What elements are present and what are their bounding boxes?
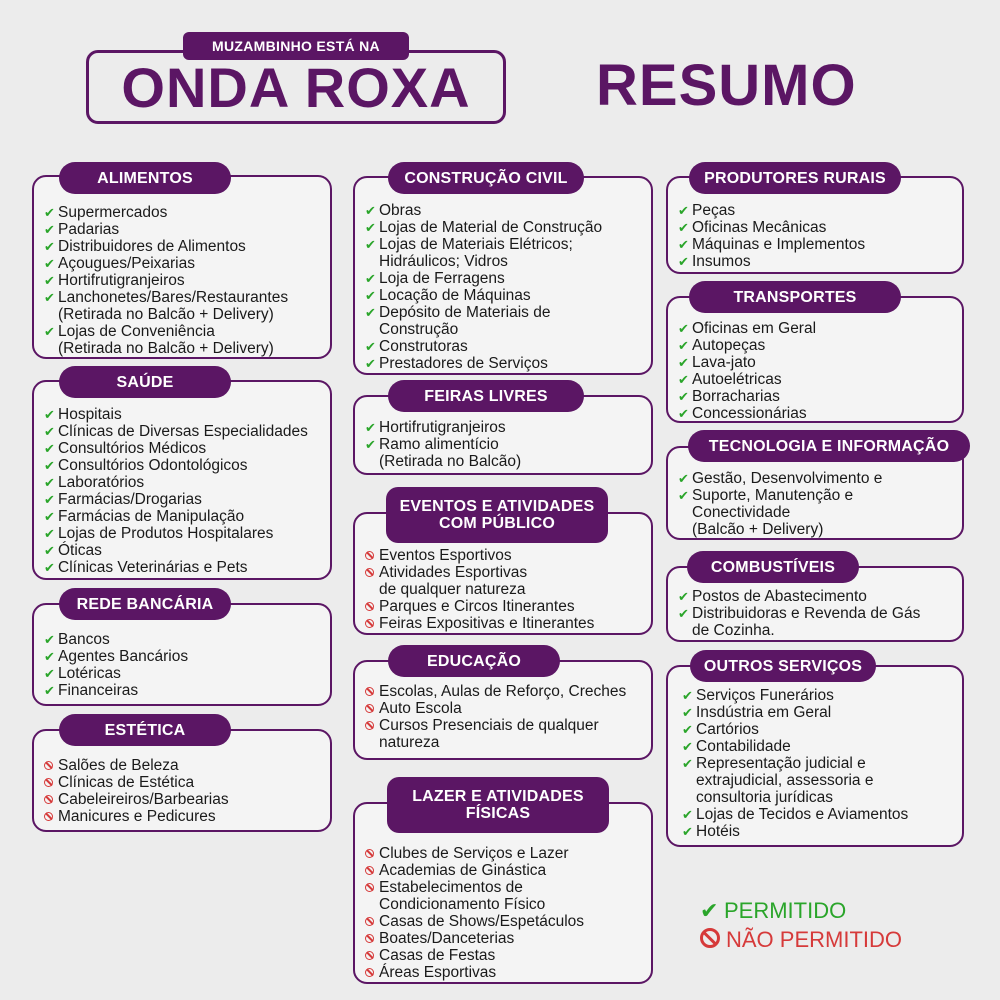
check-icon: ✔ xyxy=(44,632,55,647)
section-title-produtores-rurais: PRODUTORES RURAIS xyxy=(689,162,901,194)
list-item xyxy=(365,202,641,219)
section-construcao-civil xyxy=(353,176,653,375)
list-item-label: Lanchonetes/Bares/Restaurantes (Retirada no Balcão + Delivery) xyxy=(58,289,289,323)
list-item xyxy=(678,354,952,371)
list-item-label: Suporte, Manutenção e Conectividade (Balcão + Delivery) xyxy=(692,487,854,538)
check-icon: ✔ xyxy=(44,683,55,698)
check-icon: ✔ xyxy=(678,355,689,370)
forbidden-icon xyxy=(365,866,374,875)
list-item xyxy=(44,808,320,825)
list-item-label: Eventos Esportivos xyxy=(379,547,512,564)
list-item xyxy=(365,964,641,981)
list-item xyxy=(365,236,641,270)
check-icon: ✔ xyxy=(678,372,689,387)
list-item xyxy=(365,845,641,862)
check-icon: ✔ xyxy=(678,589,689,604)
check-icon: ✔ xyxy=(44,222,55,237)
section-title-saude: SAÚDE xyxy=(59,366,231,398)
list-item xyxy=(365,947,641,964)
list-item-label: Clínicas de Diversas Especialidades xyxy=(58,423,308,440)
list-item xyxy=(44,406,320,423)
forbidden-icon xyxy=(365,619,374,628)
check-icon: ✔ xyxy=(44,441,55,456)
forbidden-icon xyxy=(365,568,374,577)
list-item-label: Consultórios Médicos xyxy=(58,440,207,457)
forbidden-icon xyxy=(365,917,374,926)
check-icon: ✔ xyxy=(682,824,693,839)
list-item-label: Locação de Máquinas xyxy=(379,287,531,304)
list-item-label: Postos de Abastecimento xyxy=(692,588,867,605)
section-title-estetica: ESTÉTICA xyxy=(59,714,231,746)
list-item-label: Lava-jato xyxy=(692,354,756,371)
list-item xyxy=(44,665,320,682)
list-item-label: Casas de Shows/Espetáculos xyxy=(379,913,585,930)
list-item-label: Feiras Expositivas e Itinerantes xyxy=(379,615,595,632)
list-item xyxy=(678,588,952,605)
list-item xyxy=(678,487,952,538)
check-icon: ✔ xyxy=(44,239,55,254)
list-item xyxy=(678,605,952,639)
list-item-label: Lojas de Conveniência (Retirada no Balcão + Delivery) xyxy=(58,323,274,357)
check-icon: ✔ xyxy=(44,560,55,575)
list-item-label: Açougues/Peixarias xyxy=(58,255,195,272)
list-item-label: Serviços Funerários xyxy=(696,687,834,704)
list-item-label: Salões de Beleza xyxy=(58,757,179,774)
item-list xyxy=(44,406,320,576)
list-item xyxy=(44,631,320,648)
list-item xyxy=(44,648,320,665)
check-icon: ✔ xyxy=(44,407,55,422)
list-item-label: Auto Escola xyxy=(379,700,462,717)
list-item-label: Clínicas Veterinárias e Pets xyxy=(58,559,248,576)
list-item xyxy=(682,823,952,840)
check-icon: ✔ xyxy=(700,898,719,923)
check-icon: ✔ xyxy=(682,739,693,754)
list-item-label: Hortifrutigranjeiros xyxy=(58,272,185,289)
list-item xyxy=(44,323,320,357)
check-icon: ✔ xyxy=(44,649,55,664)
list-item xyxy=(44,272,320,289)
list-item xyxy=(678,405,952,422)
check-icon: ✔ xyxy=(44,324,55,339)
forbidden-icon xyxy=(365,721,374,730)
check-icon: ✔ xyxy=(44,666,55,681)
list-item xyxy=(682,721,952,738)
list-item xyxy=(682,755,952,806)
forbidden-icon xyxy=(365,704,374,713)
list-item-label: Cursos Presenciais de qualquer natureza xyxy=(379,717,599,751)
list-item-label: Casas de Festas xyxy=(379,947,496,964)
list-item xyxy=(44,774,320,791)
list-item xyxy=(44,423,320,440)
check-icon: ✔ xyxy=(44,458,55,473)
section-title-alimentos: ALIMENTOS xyxy=(59,162,231,194)
check-icon: ✔ xyxy=(365,203,376,218)
check-icon: ✔ xyxy=(682,705,693,720)
list-item-label: Lojas de Material de Construção xyxy=(379,219,603,236)
list-item-label: Financeiras xyxy=(58,682,139,699)
list-item xyxy=(44,457,320,474)
list-item xyxy=(682,738,952,755)
check-icon: ✔ xyxy=(365,356,376,371)
list-item xyxy=(682,704,952,721)
list-item-label: Áreas Esportivas xyxy=(379,964,497,981)
check-icon: ✔ xyxy=(678,220,689,235)
list-item xyxy=(365,304,641,338)
list-item-label: Estabelecimentos de Condicionamento Físico xyxy=(379,879,546,913)
list-item xyxy=(44,757,320,774)
check-icon: ✔ xyxy=(682,756,693,771)
list-item-label: Obras xyxy=(379,202,422,219)
item-list xyxy=(44,757,320,825)
list-item-label: Autoelétricas xyxy=(692,371,782,388)
list-item xyxy=(678,253,952,270)
list-item xyxy=(44,255,320,272)
forbidden-icon xyxy=(365,687,374,696)
list-item xyxy=(678,219,952,236)
list-item-label: Peças xyxy=(692,202,736,219)
list-item xyxy=(365,355,641,372)
list-item-label: Máquinas e Implementos xyxy=(692,236,866,253)
section-title-rede-bancaria: REDE BANCÁRIA xyxy=(59,588,231,620)
check-icon: ✔ xyxy=(44,475,55,490)
list-item-label: Oficinas Mecânicas xyxy=(692,219,827,236)
list-item-label: Autopeças xyxy=(692,337,766,354)
list-item-label: Hotéis xyxy=(696,823,740,840)
check-icon: ✔ xyxy=(44,492,55,507)
list-item-label: Contabilidade xyxy=(696,738,791,755)
list-item-label: Distribuidores de Alimentos xyxy=(58,238,246,255)
legend-permitido xyxy=(700,898,846,924)
list-item xyxy=(365,419,641,436)
list-item xyxy=(365,436,641,470)
check-icon: ✔ xyxy=(365,271,376,286)
list-item-label: Hospitais xyxy=(58,406,122,423)
check-icon: ✔ xyxy=(678,254,689,269)
check-icon: ✔ xyxy=(678,389,689,404)
item-list xyxy=(678,588,952,639)
check-icon: ✔ xyxy=(678,338,689,353)
item-list xyxy=(678,470,952,538)
check-icon: ✔ xyxy=(682,688,693,703)
check-icon: ✔ xyxy=(44,424,55,439)
list-item-label: Lotéricas xyxy=(58,665,121,682)
list-item-label: Distribuidoras e Revenda de Gás de Cozinha. xyxy=(692,605,921,639)
legend-nao-permitido xyxy=(700,927,902,953)
list-item xyxy=(365,270,641,287)
list-item xyxy=(678,320,952,337)
section-title-lazer: LAZER E ATIVIDADES FÍSICAS xyxy=(387,777,609,833)
list-item-label: Lojas de Materiais Elétricos; Hidráulicos; Vidros xyxy=(379,236,573,270)
list-item xyxy=(44,289,320,323)
list-item xyxy=(44,491,320,508)
check-icon: ✔ xyxy=(365,420,376,435)
check-icon: ✔ xyxy=(365,288,376,303)
list-item-label: Laboratórios xyxy=(58,474,145,491)
list-item-label: Bancos xyxy=(58,631,110,648)
list-item-label: Manicures e Pedicures xyxy=(58,808,216,825)
list-item xyxy=(44,559,320,576)
section-title-feiras-livres: FEIRAS LIVRES xyxy=(388,380,584,412)
check-icon: ✔ xyxy=(678,203,689,218)
check-icon: ✔ xyxy=(44,526,55,541)
list-item xyxy=(365,913,641,930)
list-item-label: Ramo alimentício (Retirada no Balcão) xyxy=(379,436,522,470)
list-item-label: Cabeleireiros/Barbearias xyxy=(58,791,229,808)
check-icon: ✔ xyxy=(678,606,689,621)
section-transportes xyxy=(666,296,964,423)
list-item xyxy=(365,338,641,355)
list-item-label: Óticas xyxy=(58,542,102,559)
item-list xyxy=(678,202,952,270)
item-list xyxy=(44,204,320,357)
forbidden-icon xyxy=(700,928,720,948)
check-icon: ✔ xyxy=(678,237,689,252)
check-icon: ✔ xyxy=(678,471,689,486)
list-item xyxy=(678,236,952,253)
list-item-label: Farmácias/Drogarias xyxy=(58,491,202,508)
list-item xyxy=(44,474,320,491)
check-icon: ✔ xyxy=(44,543,55,558)
legend-nao-permitido-label: NÃO PERMITIDO xyxy=(726,927,903,952)
list-item-label: Borracharias xyxy=(692,388,780,405)
item-list xyxy=(365,683,641,751)
item-list xyxy=(365,547,641,632)
list-item-label: Farmácias de Manipulação xyxy=(58,508,245,525)
legend-permitido-label: PERMITIDO xyxy=(724,898,847,923)
title-tag: MUZAMBINHO ESTÁ NA xyxy=(183,32,409,60)
list-item xyxy=(365,615,641,632)
check-icon: ✔ xyxy=(678,488,689,503)
forbidden-icon xyxy=(44,812,53,821)
list-item xyxy=(365,287,641,304)
check-icon: ✔ xyxy=(44,256,55,271)
section-title-construcao-civil: CONSTRUÇÃO CIVIL xyxy=(388,162,584,194)
forbidden-icon xyxy=(44,795,53,804)
list-item xyxy=(682,806,952,823)
list-item-label: Agentes Bancários xyxy=(58,648,189,665)
forbidden-icon xyxy=(365,551,374,560)
check-icon: ✔ xyxy=(365,220,376,235)
check-icon: ✔ xyxy=(678,406,689,421)
list-item-label: Oficinas em Geral xyxy=(692,320,817,337)
list-item-label: Escolas, Aulas de Reforço, Creches xyxy=(379,683,627,700)
list-item-label: Hortifrutigranjeiros xyxy=(379,419,506,436)
forbidden-icon xyxy=(365,883,374,892)
list-item xyxy=(44,238,320,255)
list-item xyxy=(365,700,641,717)
forbidden-icon xyxy=(44,778,53,787)
section-title-combustiveis: COMBUSTÍVEIS xyxy=(687,551,859,583)
list-item-label: Padarias xyxy=(58,221,120,238)
list-item xyxy=(365,219,641,236)
list-item xyxy=(678,337,952,354)
check-icon: ✔ xyxy=(365,305,376,320)
section-title-eventos: EVENTOS E ATIVIDADES COM PÚBLICO xyxy=(386,487,608,543)
check-icon: ✔ xyxy=(44,290,55,305)
list-item-label: Concessionárias xyxy=(692,405,807,422)
check-icon: ✔ xyxy=(44,205,55,220)
list-item-label: Insdústria em Geral xyxy=(696,704,832,721)
list-item-label: Lojas de Produtos Hospitalares xyxy=(58,525,274,542)
check-icon: ✔ xyxy=(365,237,376,252)
list-item xyxy=(365,862,641,879)
list-item xyxy=(44,525,320,542)
list-item-label: Consultórios Odontológicos xyxy=(58,457,248,474)
list-item xyxy=(44,682,320,699)
check-icon: ✔ xyxy=(365,437,376,452)
list-item-label: Lojas de Tecidos e Aviamentos xyxy=(696,806,909,823)
list-item-label: Atividades Esportivas de qualquer natureza xyxy=(379,564,528,598)
list-item-label: Prestadores de Serviços xyxy=(379,355,548,372)
list-item xyxy=(44,542,320,559)
section-title-tecnologia: TECNOLOGIA E INFORMAÇÃO xyxy=(688,430,970,462)
list-item xyxy=(682,687,952,704)
list-item xyxy=(365,598,641,615)
list-item-label: Clubes de Serviços e Lazer xyxy=(379,845,569,862)
forbidden-icon xyxy=(365,934,374,943)
forbidden-icon xyxy=(44,761,53,770)
list-item xyxy=(678,388,952,405)
check-icon: ✔ xyxy=(678,321,689,336)
list-item xyxy=(365,879,641,913)
list-item-label: Depósito de Materiais de Construção xyxy=(379,304,551,338)
check-icon: ✔ xyxy=(44,273,55,288)
item-list xyxy=(365,845,641,981)
list-item-label: Loja de Ferragens xyxy=(379,270,505,287)
list-item-label: Parques e Circos Itinerantes xyxy=(379,598,575,615)
list-item xyxy=(678,470,952,487)
item-list xyxy=(365,419,641,470)
list-item-label: Clínicas de Estética xyxy=(58,774,195,791)
section-title-outros-servicos: OUTROS SERVIÇOS xyxy=(690,650,876,682)
section-title-transportes: TRANSPORTES xyxy=(689,281,901,313)
section-saude xyxy=(32,380,332,580)
list-item xyxy=(44,508,320,525)
list-item xyxy=(44,791,320,808)
list-item xyxy=(678,371,952,388)
list-item-label: Supermercados xyxy=(58,204,168,221)
list-item xyxy=(44,221,320,238)
list-item xyxy=(365,547,641,564)
list-item-label: Gestão, Desenvolvimento e xyxy=(692,470,883,487)
page-title: ONDA ROXA xyxy=(121,55,471,119)
item-list xyxy=(678,320,952,422)
item-list xyxy=(678,687,952,840)
section-title-educacao: EDUCAÇÃO xyxy=(388,645,560,677)
list-item-label: Representação judicial e extrajudicial, assessoria e consultoria jurídicas xyxy=(696,755,874,806)
list-item xyxy=(365,564,641,598)
check-icon: ✔ xyxy=(365,339,376,354)
item-list xyxy=(365,202,641,372)
item-list xyxy=(44,631,320,699)
list-item-label: Boates/Danceterias xyxy=(379,930,515,947)
list-item xyxy=(678,202,952,219)
list-item xyxy=(365,717,641,751)
forbidden-icon xyxy=(365,602,374,611)
list-item-label: Insumos xyxy=(692,253,751,270)
list-item-label: Construtoras xyxy=(379,338,468,355)
list-item xyxy=(44,204,320,221)
forbidden-icon xyxy=(365,968,374,977)
list-item xyxy=(365,683,641,700)
check-icon: ✔ xyxy=(682,722,693,737)
forbidden-icon xyxy=(365,849,374,858)
list-item xyxy=(44,440,320,457)
list-item-label: Cartórios xyxy=(696,721,759,738)
forbidden-icon xyxy=(365,951,374,960)
section-outros-servicos xyxy=(666,665,964,847)
list-item xyxy=(365,930,641,947)
check-icon: ✔ xyxy=(44,509,55,524)
page-subtitle: RESUMO xyxy=(596,53,857,118)
list-item-label: Academias de Ginástica xyxy=(379,862,547,879)
section-alimentos xyxy=(32,175,332,359)
check-icon: ✔ xyxy=(682,807,693,822)
